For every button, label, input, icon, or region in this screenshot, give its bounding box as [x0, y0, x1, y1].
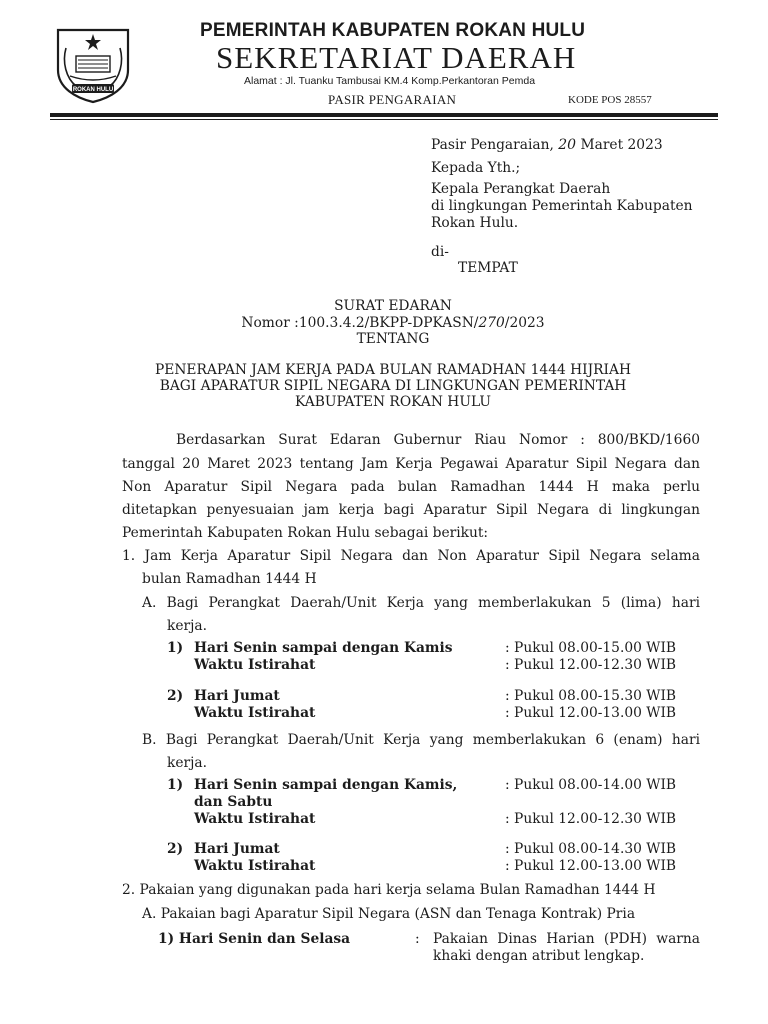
- B1-label-continued: dan Sabtu: [194, 794, 273, 810]
- item-B-line-2: kerja.: [167, 755, 208, 771]
- B1-label: Hari Senin sampai dengan Kamis,: [194, 777, 458, 793]
- item-2-A1-colon: :: [415, 931, 420, 947]
- A1-rest-value: : Pukul 12.00-12.30 WIB: [505, 657, 677, 673]
- A2-label: Hari Jumat: [194, 688, 280, 704]
- date-day-handwritten: 20: [558, 137, 577, 153]
- A2-number: 2): [167, 688, 184, 704]
- item-2-line: 2. Pakaian yang digunakan pada hari kerja selama Bulan Ramadhan 1444 H: [122, 882, 656, 898]
- number-prefix: Nomor :100.3.4.2/BKPP-DPKASN/: [241, 315, 479, 331]
- circular-title: SURAT EDARAN: [334, 298, 452, 314]
- B2-label: Hari Jumat: [194, 841, 280, 857]
- number-handwritten: 270: [478, 315, 505, 331]
- B1-value: : Pukul 08.00-14.00 WIB: [505, 777, 677, 793]
- B1-number: 1): [167, 777, 184, 793]
- tempat-label: TEMPAT: [458, 260, 518, 276]
- recipient-line-3: Rokan Hulu.: [431, 215, 519, 231]
- number-suffix: /2023: [504, 315, 545, 331]
- A2-value: : Pukul 08.00-15.30 WIB: [505, 688, 677, 704]
- paragraph-line-4: ditetapkan penyesuaian jam kerja bagi Aparatur Sipil Negara di lingkungan: [122, 502, 700, 518]
- item-2-A1-label: 1) Hari Senin dan Selasa: [158, 931, 351, 947]
- salutation: Kepada Yth.;: [431, 160, 521, 176]
- A2-rest-label: Waktu Istirahat: [194, 705, 316, 721]
- A1-number: 1): [167, 640, 184, 656]
- A1-value: : Pukul 08.00-15.00 WIB: [505, 640, 677, 656]
- tentang-label: TENTANG: [356, 331, 430, 347]
- paragraph-line-5: Pemerintah Kabupaten Rokan Hulu sebagai berikut:: [122, 525, 489, 541]
- item-2-A-line: A. Pakaian bagi Aparatur Sipil Negara (ASN dan Tenaga Kontrak) Pria: [142, 906, 636, 922]
- regency-emblem-logo: [52, 26, 134, 104]
- office-address: Alamat : Jl. Tuanku Tambusai KM.4 Komp.Perkantoran Pemda: [244, 75, 536, 87]
- letterhead-rule-thick: [50, 113, 718, 117]
- logo-banner-text: ROKAN HULU: [72, 87, 114, 93]
- city-name: PASIR PENGARAIAN: [328, 92, 457, 107]
- A1-label: Hari Senin sampai dengan Kamis: [194, 640, 453, 656]
- recipient-line-2: di lingkungan Pemerintah Kabupaten: [431, 198, 693, 214]
- A1-rest-label: Waktu Istirahat: [194, 657, 316, 673]
- di-label: di-: [431, 244, 449, 260]
- item-A-line-2: kerja.: [167, 618, 208, 634]
- subject-line-1: PENERAPAN JAM KERJA PADA BULAN RAMADHAN 1444 HIJRIAH: [155, 362, 631, 378]
- item-A-line-1: A. Bagi Perangkat Daerah/Unit Kerja yang memberlakukan 5 (lima) hari: [142, 595, 700, 611]
- date-month-year: Maret 2023: [580, 137, 663, 153]
- B2-rest-value: : Pukul 12.00-13.00 WIB: [505, 858, 677, 874]
- paragraph-line-3: Non Aparatur Sipil Negara pada bulan Ramadhan 1444 H maka perlu: [122, 479, 700, 495]
- secretariat-title: SEKRETARIAT DAERAH: [216, 40, 577, 75]
- B1-rest-value: : Pukul 12.00-12.30 WIB: [505, 811, 677, 827]
- letter-date: [431, 137, 663, 153]
- recipient-line-1: Kepala Perangkat Daerah: [431, 181, 611, 197]
- government-name: PEMERINTAH KABUPATEN ROKAN HULU: [200, 20, 586, 41]
- item-1-line-2: bulan Ramadhan 1444 H: [142, 571, 317, 587]
- item-2-A1-value-2: khaki dengan atribut lengkap.: [433, 948, 645, 964]
- item-2-A1-value-1: Pakaian Dinas Harian (PDH) warna: [433, 931, 700, 947]
- date-place: Pasir Pengaraian,: [431, 137, 554, 153]
- subject-line-2: BAGI APARATUR SIPIL NEGARA DI LINGKUNGAN PEMERINTAH: [159, 378, 627, 394]
- B2-rest-label: Waktu Istirahat: [194, 858, 316, 874]
- paragraph-line-1: Berdasarkan Surat Edaran Gubernur Riau Nomor : 800/BKD/1660: [176, 432, 700, 448]
- item-1-line-1: 1. Jam Kerja Aparatur Sipil Negara dan Non Aparatur Sipil Negara selama: [122, 548, 700, 564]
- letterhead-rule-thin: [50, 119, 718, 120]
- B2-value: : Pukul 08.00-14.30 WIB: [505, 841, 677, 857]
- item-B-line-1: B. Bagi Perangkat Daerah/Unit Kerja yang memberlakukan 6 (enam) hari: [142, 732, 700, 748]
- circular-number: [0, 315, 768, 331]
- subject-line-3: KABUPATEN ROKAN HULU: [295, 394, 491, 410]
- B2-number: 2): [167, 841, 184, 857]
- B1-rest-label: Waktu Istirahat: [194, 811, 316, 827]
- A2-rest-value: : Pukul 12.00-13.00 WIB: [505, 705, 677, 721]
- paragraph-line-2: tanggal 20 Maret 2023 tentang Jam Kerja Pegawai Aparatur Sipil Negara dan: [122, 456, 700, 472]
- postal-code: KODE POS 28557: [568, 94, 652, 106]
